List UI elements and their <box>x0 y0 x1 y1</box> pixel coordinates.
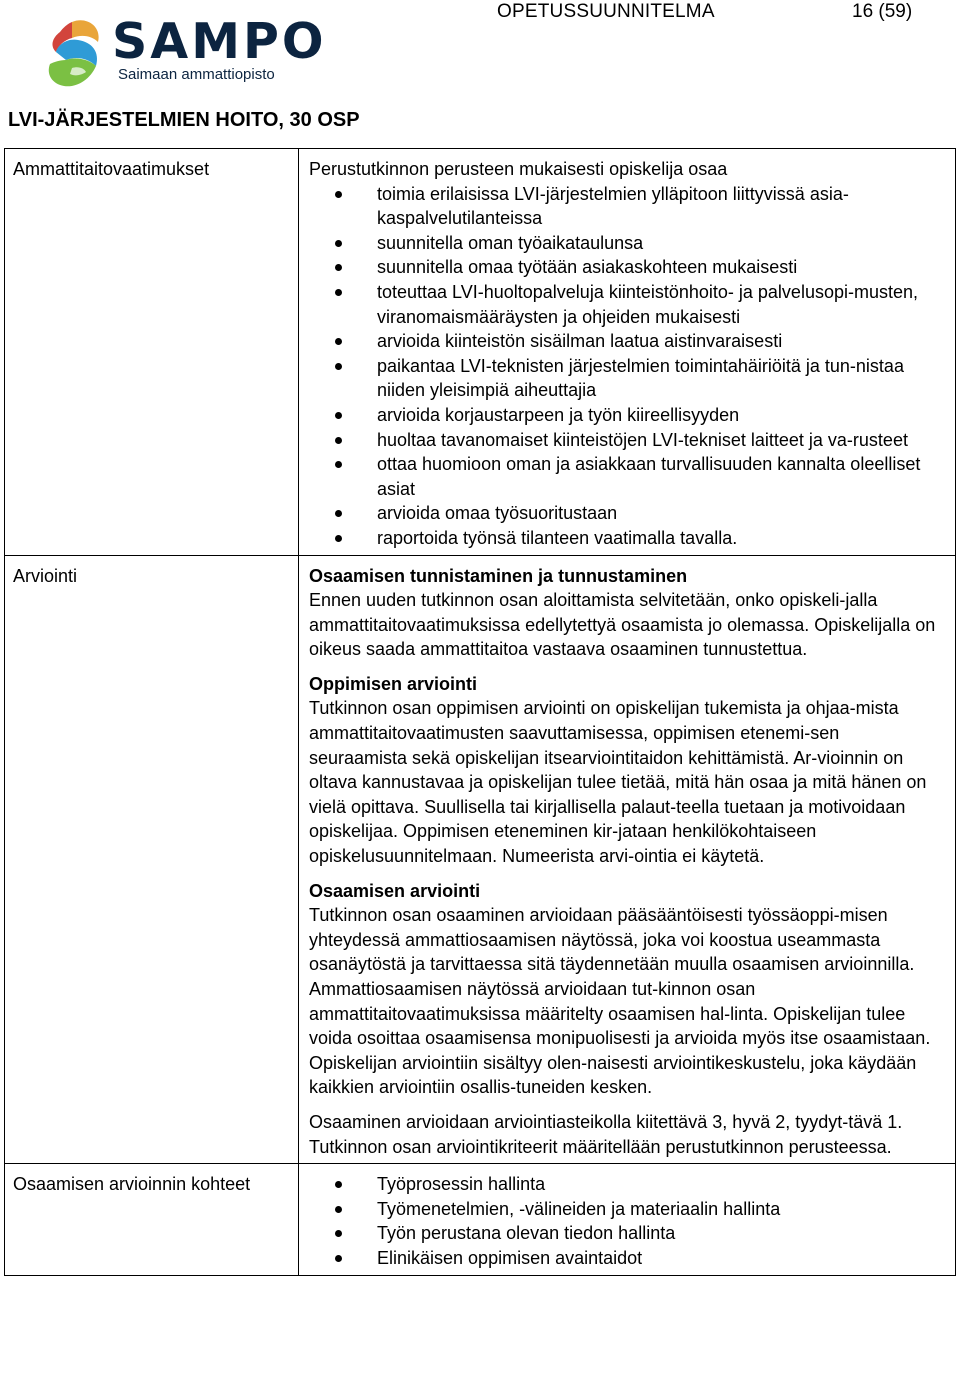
requirements-intro: Perustutkinnon perusteen mukaisesti opiskelija osaa <box>309 159 728 179</box>
requirements-list <box>309 182 937 551</box>
row-content <box>299 1164 956 1275</box>
row-content <box>299 555 956 1164</box>
sampo-logo-mark-icon <box>42 18 108 90</box>
assessment-section <box>309 672 937 869</box>
list-item: suunnitella omaa työtään asiakaskohteen mukaisesti <box>309 255 937 280</box>
list-item: arvioida omaa työsuoritustaan <box>309 501 937 526</box>
list-item: Työmenetelmien, -välineiden ja materiaalin hallinta <box>309 1197 937 1222</box>
assessment-section <box>309 1110 937 1159</box>
curriculum-table <box>4 148 956 1276</box>
list-item: Elinikäisen oppimisen avaintaidot <box>309 1246 937 1271</box>
table-row <box>5 149 956 556</box>
list-item: arvioida kiinteistön sisäilman laatua aistinvaraisesti <box>309 329 937 354</box>
assessment-section <box>309 564 937 662</box>
section-text: Osaaminen arvioidaan arviointiasteikolla kiitettävä 3, hyvä 2, tyydyt-tävä 1. Tutkinnon osan arviointikriteerit määritellään perustutkinnon perusteessa. <box>309 1111 903 1157</box>
row-label: Ammattitaitovaatimukset <box>5 149 299 556</box>
section-heading: Oppimisen arviointi <box>309 673 478 694</box>
list-item: Työn perustana olevan tiedon hallinta <box>309 1221 937 1246</box>
list-item: toteuttaa LVI-huoltopalveluja kiinteistönhoito- ja palvelusopi-musten, viranomaismääräysten ja ohjeiden mukaisesti <box>309 280 937 329</box>
list-item: paikantaa LVI-teknisten järjestelmien toimintahäiriöitä ja tun-nistaa niiden yleisimpiä aiheuttajia <box>309 354 937 403</box>
section-heading: Osaamisen tunnistaminen ja tunnustaminen <box>309 565 688 586</box>
document-type-label: OPETUSSUUNNITELMA <box>497 1 715 22</box>
assessment-targets-list <box>309 1172 937 1270</box>
list-item: raportoida työnsä tilanteen vaatimalla tavalla. <box>309 526 937 551</box>
logo-wordmark: SAMPO <box>112 13 327 70</box>
list-item: huoltaa tavanomaiset kiinteistöjen LVI-tekniset laitteet ja va-rusteet <box>309 428 937 453</box>
list-item: arvioida korjaustarpeen ja työn kiireellisyyden <box>309 403 937 428</box>
page-title: LVI-JÄRJESTELMIEN HOITO, 30 OSP <box>8 109 360 131</box>
section-heading: Osaamisen arviointi <box>309 880 481 901</box>
list-item: ottaa huomioon oman ja asiakkaan turvallisuuden kannalta oleelliset asiat <box>309 452 937 501</box>
list-item: suunnitella oman työaikataulunsa <box>309 231 937 256</box>
section-text: Ennen uuden tutkinnon osan aloittamista selvitetään, onko opiskeli-jalla ammattitaitovaatimuksissa edellytettyä osaamista jo olemassa. Opiskelijalla on oikeus saada ammattitaitoa vastaava osaaminen tunnustettua. <box>309 590 936 660</box>
assessment-section <box>309 879 937 1100</box>
list-item: toimia erilaisissa LVI-järjestelmien ylläpitoon liittyvissä asia-kaspalvelutilanteissa <box>309 182 937 231</box>
row-label: Osaamisen arvioinnin kohteet <box>5 1164 299 1275</box>
section-text: Tutkinnon osan osaaminen arvioidaan pääsääntöisesti työssäoppi-misen yhteydessä ammattiosaamisen näytössä, joka voi koostua useammasta osanäytöstä ja tarvittaessa sitä täydennetään muulla osaamisen arvioinnilla. Ammattiosaamisen näytössä arvioidaan tut-kinnon osan ammattitaitovaatimuksissa määritelty osaamisen hal-linta. Opiskelijan tulee voida osoittaa osaamisensa monipuolisesti ja arvioida myös itse osaamistaan. Opiskelijan arviointiin sisältyy olen-naisesti arviointikeskustelu, joka käydään kaikkien arviointiin osallis-tuneiden kesken. <box>309 905 931 1098</box>
section-text: Tutkinnon osan oppimisen arviointi on opiskelijan tukemista ja ohjaa-mista ammattitaitovaatimusten saavuttamisessa, oppimisen etenemi-sen seuraamista sekä opiskelijan itsearviointitaidon kehittämistä. Ar-vioinnin on oltava kannustavaa ja opiskelijan tulee tietää, mitä hän osaa ja mitä hänen on vielä opittava. Suullisella tai kirjallisella palaut-teella tuetaan ja motivoidaan opiskelijaa. Oppimisen eteneminen kir-jataan henkilökohtaiseen opiskelusuunnitelmaan. Numeerista arvi-ointia ei käytetä. <box>309 698 927 867</box>
table-row <box>5 555 956 1164</box>
page-number: 16 (59) <box>852 1 913 22</box>
logo-subtitle: Saimaan ammattiopisto <box>118 66 275 83</box>
table-row <box>5 1164 956 1275</box>
list-item: Työprosessin hallinta <box>309 1172 937 1197</box>
row-label: Arviointi <box>5 555 299 1164</box>
sampo-logo <box>42 13 342 98</box>
row-content <box>299 149 956 556</box>
